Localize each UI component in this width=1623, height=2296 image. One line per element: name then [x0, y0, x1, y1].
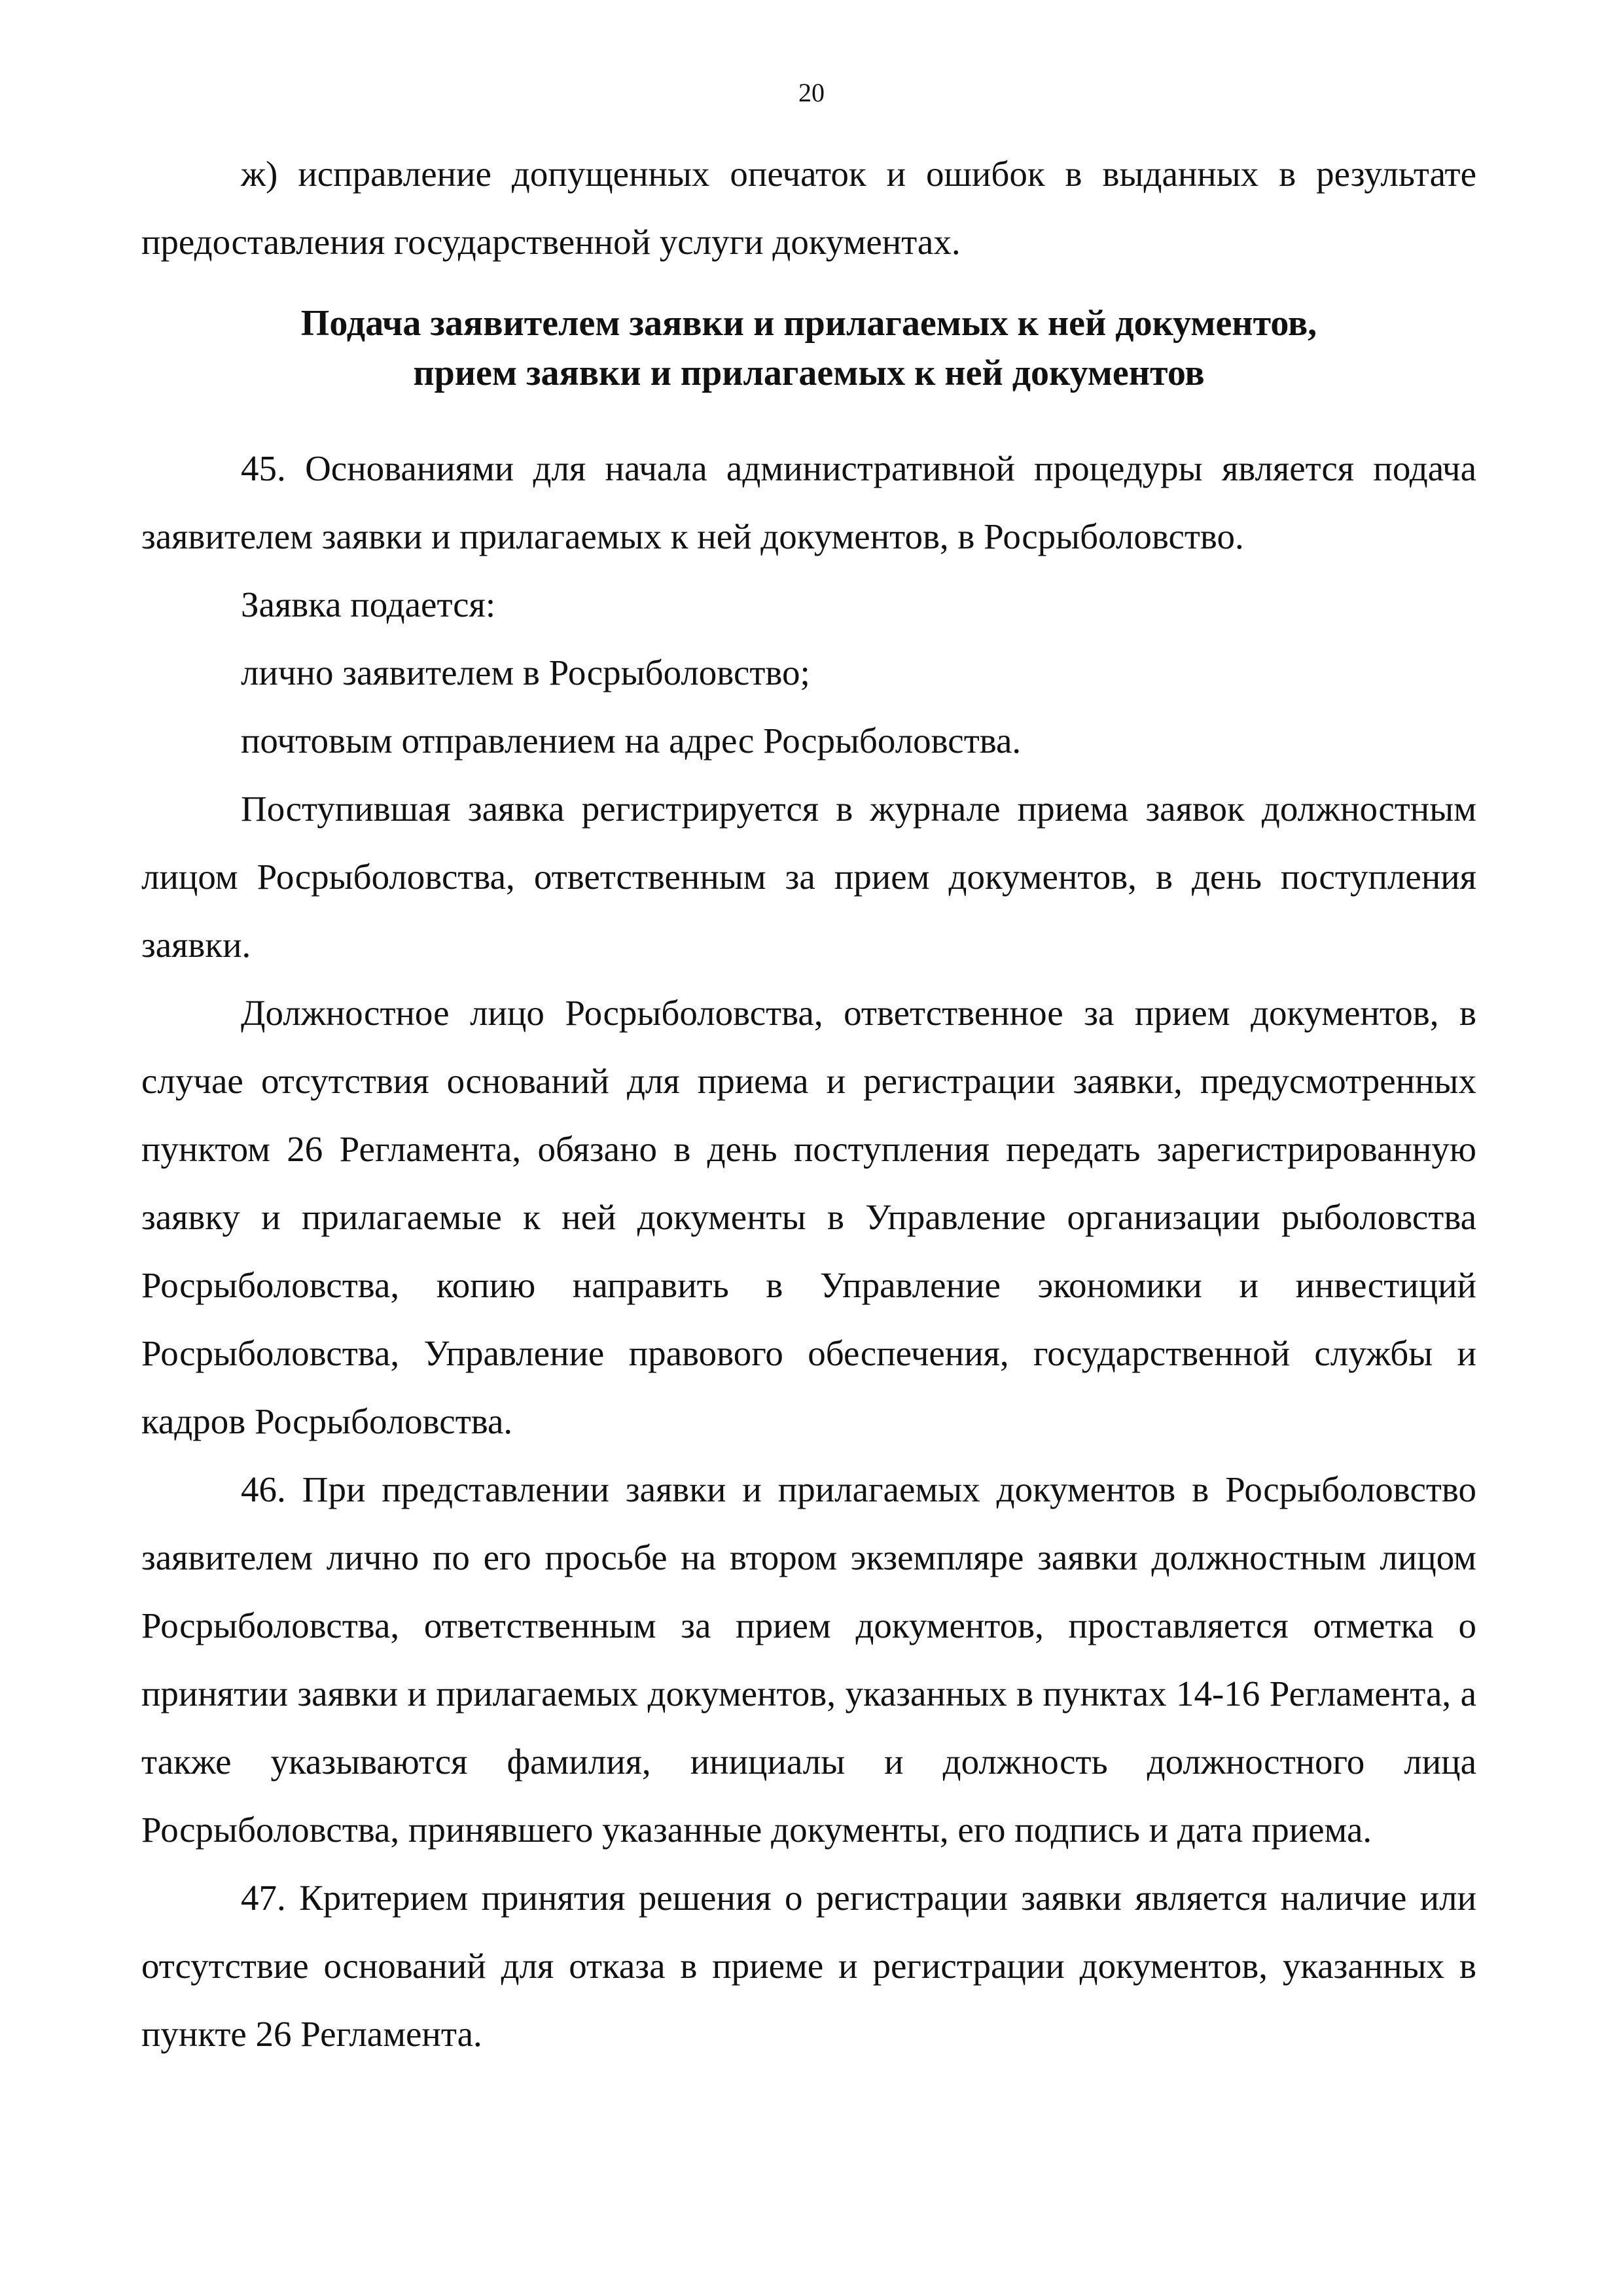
section-heading: [141, 298, 1476, 398]
paragraph-45-way-1: лично заявителем в Росрыболовство;: [241, 653, 810, 692]
paragraph-45-official: Должностное лицо Росрыболовства, ответственное за прием документов, в случае отсутствия оснований для приема и регистрации заявки, предусмотренных пунктом 26 Регламента, обязано в день поступления передать зарегистрированную заявку и прилагаемые к ней документы в Управление организации рыболовства Росрыболовства, копию направить в Управление экономики и инвестиций Росрыболовства, Управление правового обеспечения, государственной службы и кадров Росрыболовства.: [141, 993, 1476, 1441]
paragraph-45-way-2: почтовым отправлением на адрес Росрыболовства.: [241, 721, 1022, 761]
paragraph-45-submitted: Заявка подается:: [241, 584, 496, 624]
page-number: 20: [798, 78, 825, 107]
document-body: [141, 140, 1476, 2068]
paragraph-46: 46. При представлении заявки и прилагаемых документов в Росрыболовство заявителем лично по его просьбе на втором экземпляре заявки должностным лицом Росрыболовства, ответственным за прием документов, проставляется отметка о принятии заявки и прилагаемых документов, указанных в пунктах 14-16 Регламента, а также указываются фамилия, инициалы и должность должностного лица Росрыболовства, принявшего указанные документы, его подпись и дата приема.: [141, 1469, 1476, 1850]
paragraph-47: 47. Критерием принятия решения о регистрации заявки является наличие или отсутствие оснований для отказа в приеме и регистрации документов, указанных в пункте 26 Регламента.: [141, 1878, 1476, 2054]
paragraph-45-main: 45. Основаниями для начала административной процедуры является подача заявителем заявки и прилагаемых к ней документов, в Росрыболовство.: [141, 448, 1476, 556]
intro-item-zh: ж) исправление допущенных опечаток и ошибок в выданных в результате предоставления государственной услуги документах.: [141, 154, 1476, 262]
section-heading-line-2: прием заявки и прилагаемых к ней документов: [413, 353, 1205, 393]
paragraph-45-registration: Поступившая заявка регистрируется в журнале приема заявок должностным лицом Росрыболовства, ответственным за прием документов, в день поступления заявки.: [141, 789, 1476, 965]
section-heading-line-1: Подача заявителем заявки и прилагаемых к ней документов,: [300, 303, 1317, 344]
